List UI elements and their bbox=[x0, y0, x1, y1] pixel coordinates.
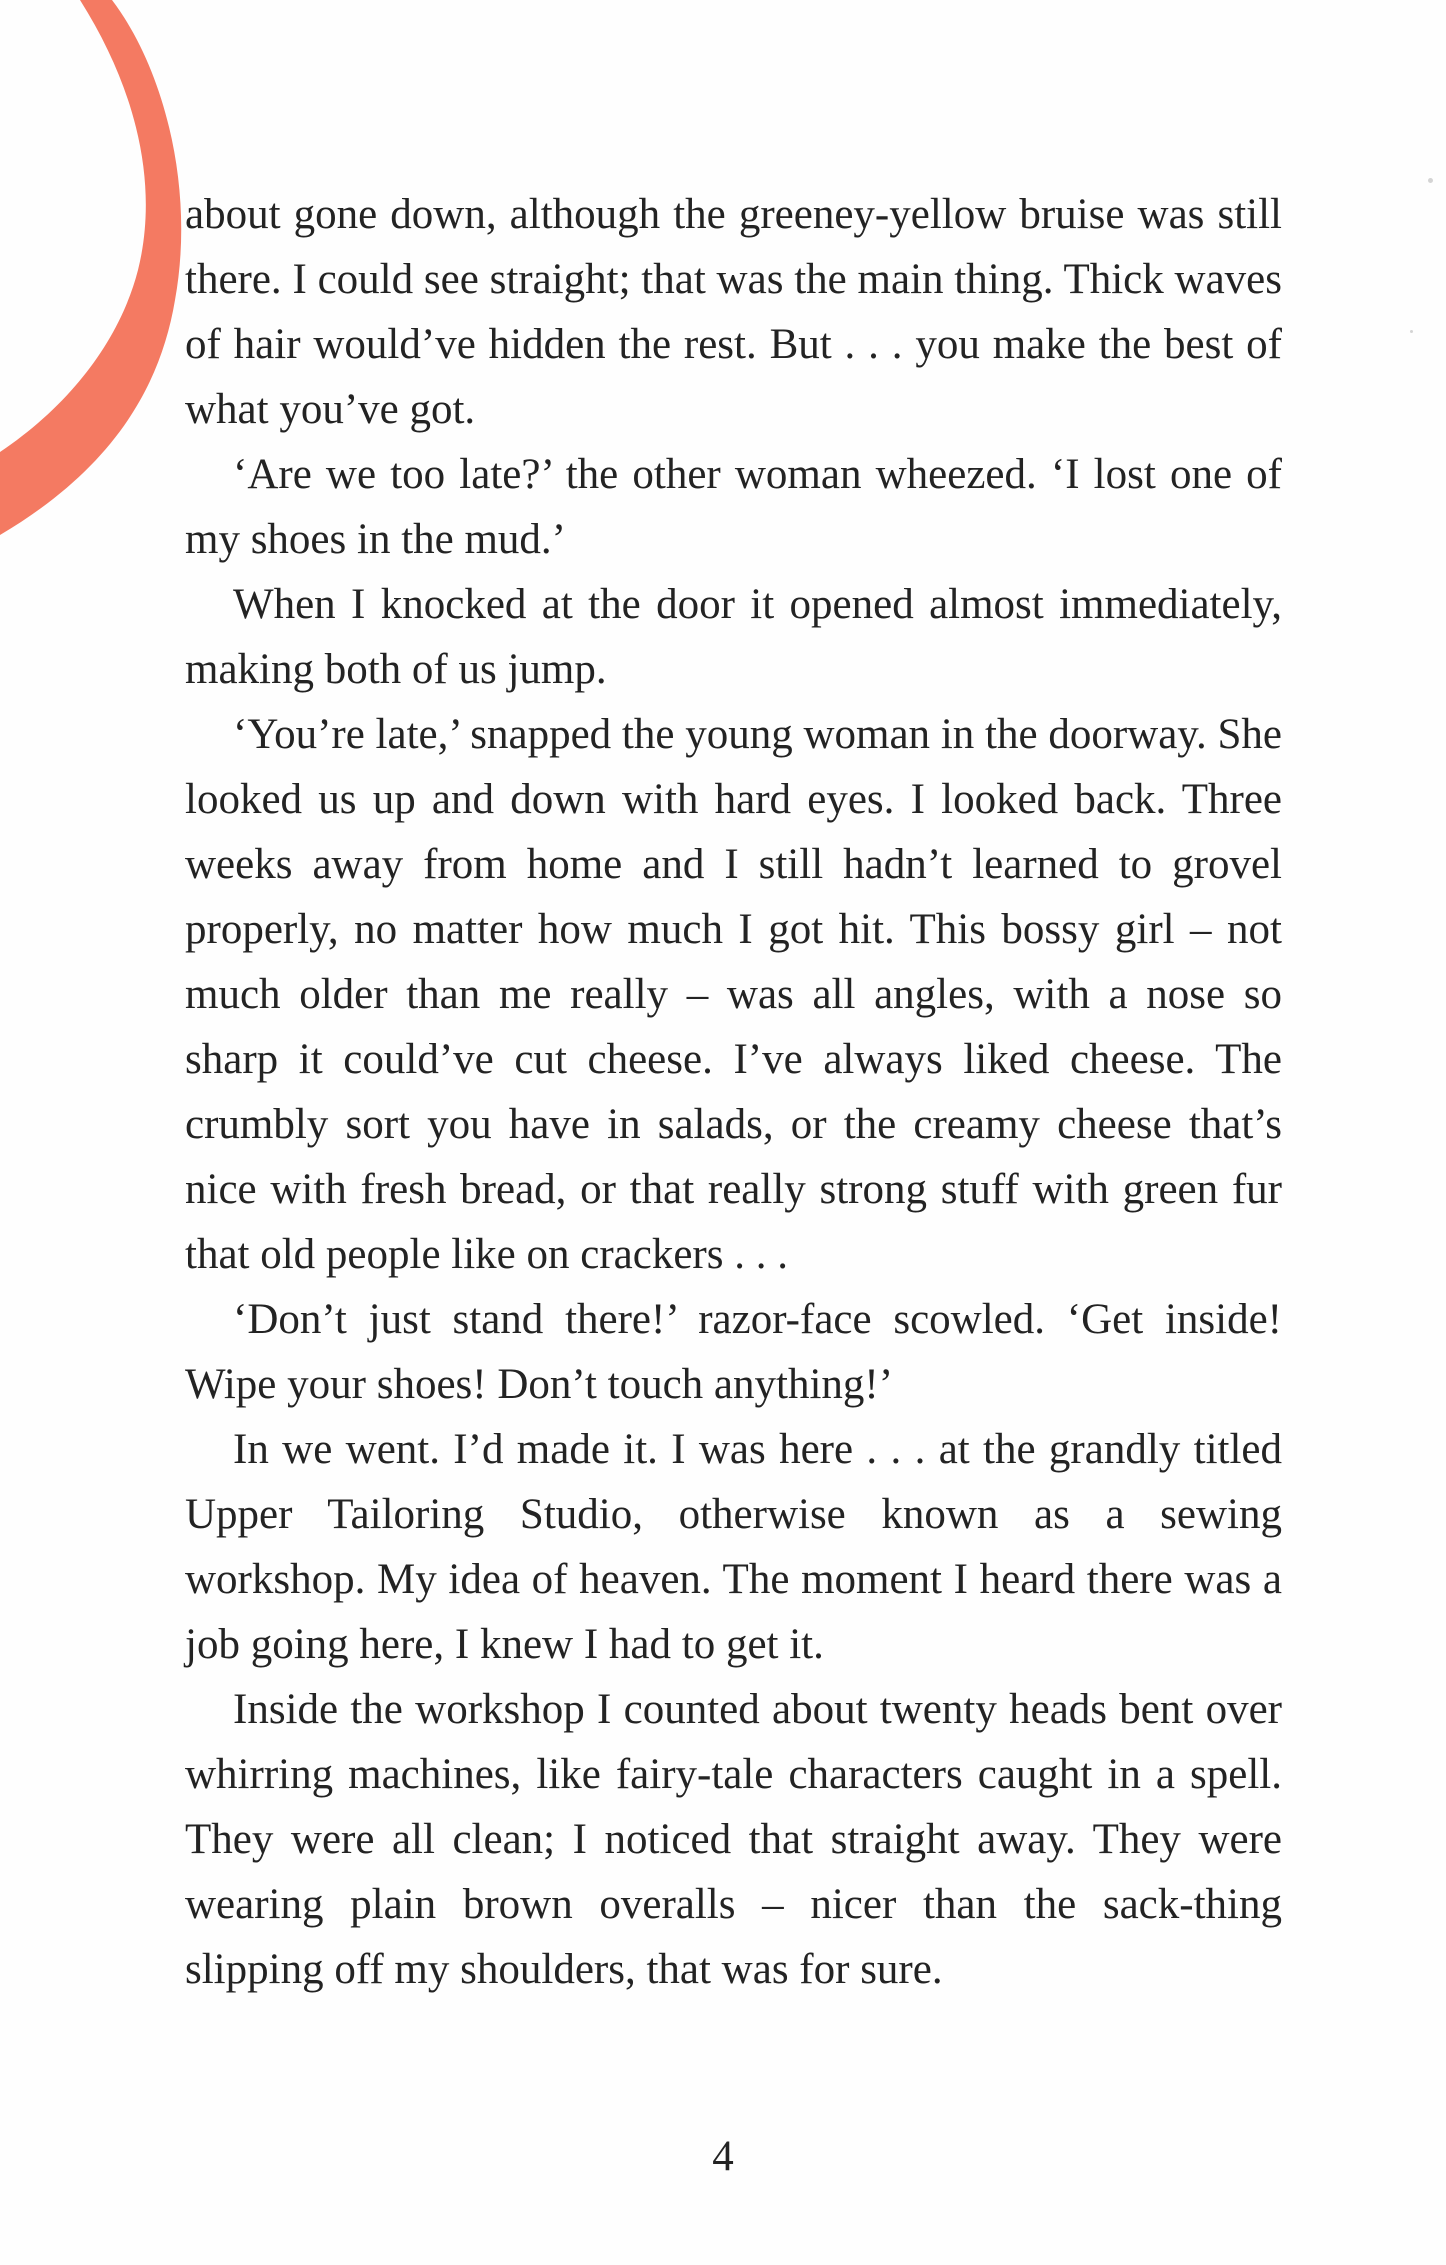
decorative-swoosh bbox=[0, 0, 200, 560]
scan-speck bbox=[1428, 178, 1433, 183]
paragraph-4: ‘You’re late,’ snapped the young woman in the doorway. She looked us up and down with hard eyes. I looked back. Three weeks away from home and I still hadn’t learned to grovel properly, no matter how much I got hit. This bossy girl – not much older than me really – was all angles, with a nose so sharp it could’ve cut cheese. I’ve always liked cheese. The crumbly sort you have in salads, or the creamy cheese that’s nice with fresh bread, or that really strong stuff with green fur that old people like on crackers . . . bbox=[185, 711, 1282, 1278]
paragraph-1: about gone down, although the greeney-yellow bruise was still there. I could see straight; that was the main thing. Thick waves of hair would’ve hidden the rest. But . . . you make the best of what you’ve got. bbox=[185, 191, 1282, 433]
paragraph-3: When I knocked at the door it opened almost immediately, making both of us jump. bbox=[185, 581, 1282, 693]
paragraph-7: Inside the workshop I counted about twenty heads bent over whirring machines, like fairy-tale characters caught in a spell. They were all clean; I noticed that straight away. They were wearing plain brown overalls – nicer than the sack-thing slipping off my shoulders, that was for sure. bbox=[185, 1686, 1282, 1993]
scan-speck bbox=[1410, 330, 1413, 333]
page-number: 4 bbox=[712, 2133, 734, 2180]
paragraph-6: In we went. I’d made it. I was here . . . at the grandly titled Upper Tailoring Studio, otherwise known as a sewing workshop. My idea of heaven. The moment I heard there was a job going here, I knew I had to get it. bbox=[185, 1426, 1282, 1668]
body-text bbox=[185, 182, 1282, 2002]
paragraph-2: ‘Are we too late?’ the other woman wheezed. ‘I lost one of my shoes in the mud.’ bbox=[185, 451, 1282, 563]
paragraph-5: ‘Don’t just stand there!’ razor-face scowled. ‘Get inside! Wipe your shoes! Don’t touch anything!’ bbox=[185, 1296, 1282, 1408]
